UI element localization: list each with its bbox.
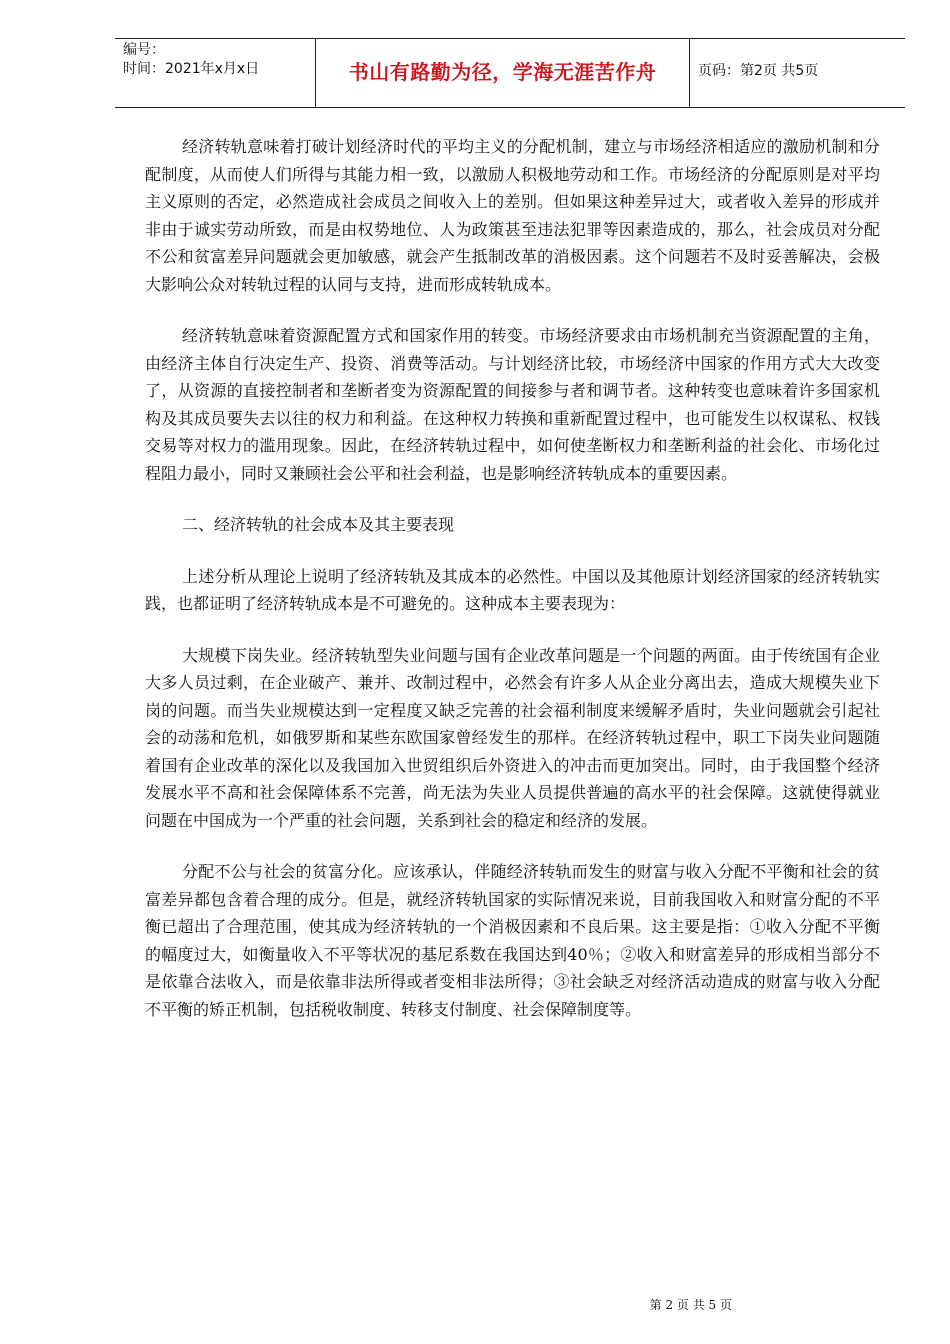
page-footer: 第 2 页 共 5 页 [649,1298,732,1312]
body-paragraph: 上述分析从理论上说明了经济转轨及其成本的必然性。中国以及其他原计划经济国家的经济转轨实践，也都证明了经济转轨成本是不可避免的。这种成本主要表现为： [145,566,880,613]
header-motto: 书山有路勤为径，学海无涯苦作舟 [315,39,690,107]
header-page-number: 页码：第2页 共5页 [698,63,819,79]
section-heading: 二、经济转轨的社会成本及其主要表现 [182,515,455,534]
body-paragraph: 分配不公与社会的贫富分化。应该承认，伴随经济转轨而发生的财富与收入分配不平衡和社会的贫富差异都包含着合理的成分。但是，就经济转轨国家的实际情况来说，目前我国收入和财富分配的不平衡已超出了合理范围，使其成为经济转轨的一个消极因素和不良后果。这主要是指：①收入分配不平衡的幅度过大，如衡量收入不平等状况的基尼系数在我国达到40％；②收入和财富差异的形成相当部分不是依靠合法收入，而是依靠非法所得或者变相非法所得；③社会缺乏对经济活动造成的财富与收入分配不平衡的矫正机制，包括税收制度、转移支付制度、社会保障制度等。 [145,862,880,1019]
document-number-label: 编号： [123,42,165,58]
header-meta [115,39,315,107]
body-paragraph: 大规模下岗失业。经济转轨型失业问题与国有企业改革问题是一个问题的两面。由于传统国有企业大多人员过剩，在企业破产、兼并、改制过程中，必然会有许多人从企业分离出去，造成大规模失业下岗的问题。而当失业规模达到一定程度又缺乏完善的社会福利制度来缓解矛盾时，失业问题就会引起社会的动荡和危机，如俄罗斯和某些东欧国家曾经发生的那样。在经济转轨过程中，职工下岗失业问题随着国有企业改革的深化以及我国加入世贸组织后外资进入的冲击而更加突出。同时，由于我国整个经济发展水平不高和社会保障体系不完善，尚无法为失业人员提供普遍的高水平的社会保障。这就使得就业问题在中国成为一个严重的社会问题，关系到社会的稳定和经济的发展。 [145,645,880,830]
document-time-label: 时间：2021年x月x日 [123,61,260,77]
document-body [145,133,880,1023]
body-paragraph: 经济转轨意味着资源配置方式和国家作用的转变。市场经济要求由市场机制充当资源配置的主角，由经济主体自行决定生产、投资、消费等活动。与计划经济比较，市场经济中国家的作用方式大大改变了，从资源的直接控制者和垄断者变为资源配置的间接参与者和调节者。这种转变也意味着许多国家机构及其成员要失去以往的权力和利益。在这种权力转换和重新配置过程中，也可能发生以权谋私、权钱交易等对权力的滥用现象。因此，在经济转轨过程中，如何使垄断权力和垄断利益的社会化、市场化过程阻力最小，同时又兼顾社会公平和社会利益，也是影响经济转轨成本的重要因素。 [145,326,880,483]
body-paragraph: 经济转轨意味着打破计划经济时代的平均主义的分配机制，建立与市场经济相适应的激励机制和分配制度，从而使人们所得与其能力相一致，以激励人积极地劳动和工作。市场经济的分配原则是对平均主义原则的否定，必然造成社会成员之间收入上的差别。但如果这种差异过大，或者收入差异的形成并非由于诚实劳动所致，而是由权势地位、人为政策甚至违法犯罪等因素造成的，那么，社会成员对分配不公和贫富差异问题就会更加敏感，就会产生抵制改革的消极因素。这个问题若不及时妥善解决，会极大影响公众对转轨过程的认同与支持，进而形成转轨成本。 [145,137,880,294]
page-header [115,38,905,108]
